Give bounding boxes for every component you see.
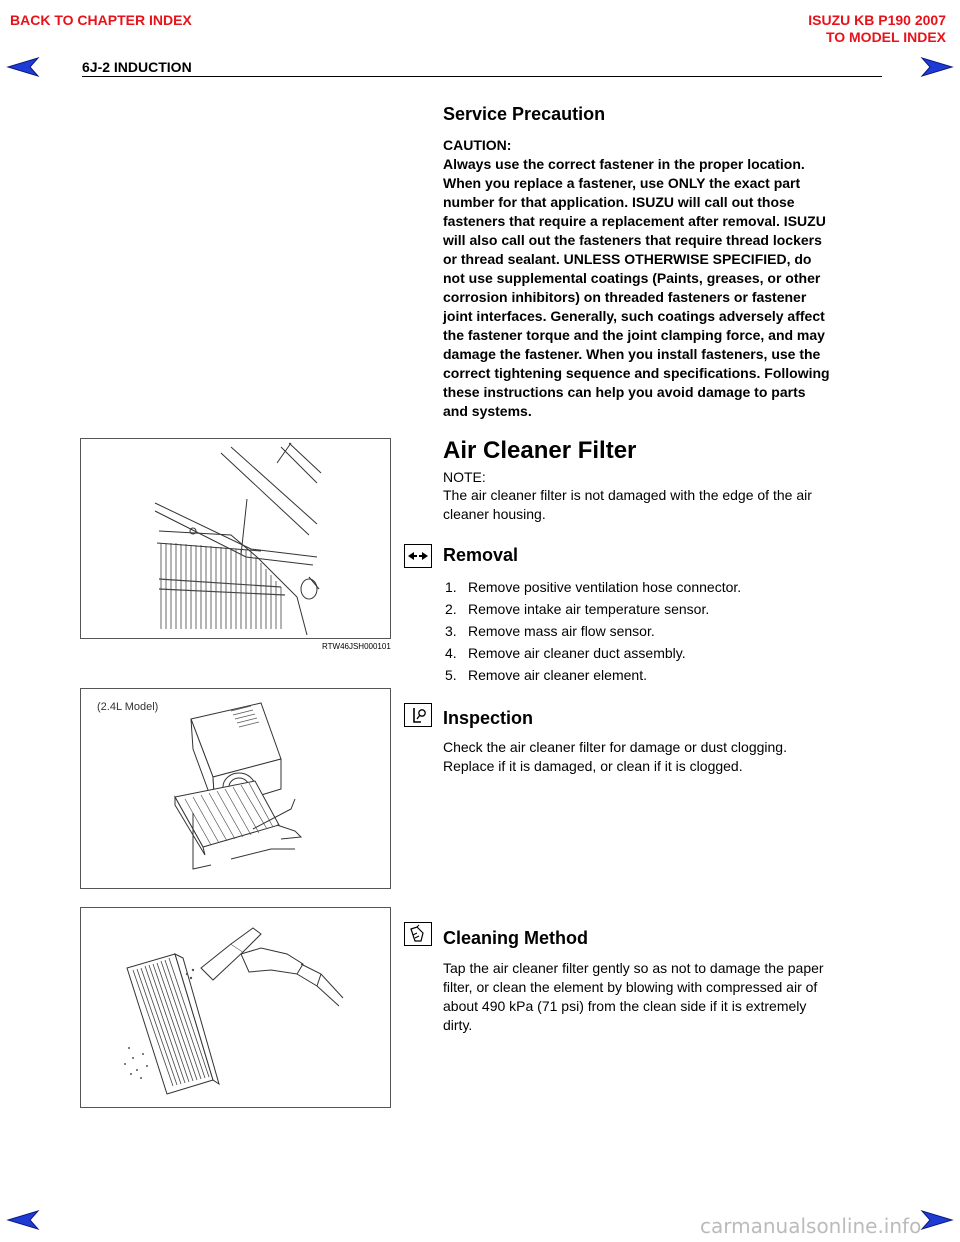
air-cleaner-removal-figure bbox=[80, 688, 391, 889]
page-label: 6J-2 INDUCTION bbox=[82, 59, 192, 75]
list-item: 3. Remove mass air flow sensor. bbox=[445, 623, 655, 639]
list-item: 2. Remove intake air temperature sensor. bbox=[445, 601, 710, 617]
removal-title: Removal bbox=[443, 545, 519, 565]
service-precaution-title: Service Precaution bbox=[443, 104, 606, 124]
caution-line: the fastener torque and the joint clamping force, and may bbox=[443, 327, 825, 343]
air-cleaner-housing-illustration bbox=[81, 439, 390, 638]
caution-line: and systems. bbox=[443, 403, 532, 419]
next-page-bottom-arrow-icon[interactable] bbox=[920, 1210, 954, 1230]
note-text bbox=[443, 486, 883, 524]
list-item: 1. Remove positive ventilation hose connector. bbox=[445, 579, 742, 595]
cleaning-brush-icon bbox=[404, 922, 432, 946]
inspection-text bbox=[443, 738, 883, 776]
caution-line: or thread sealant. UNLESS OTHERWISE SPECIFIED, do bbox=[443, 251, 812, 267]
cleaning-method-text bbox=[443, 959, 883, 1035]
figure-model-label: (2.4L Model) bbox=[97, 701, 159, 713]
cleaning-line: Tap the air cleaner filter gently so as not to damage the paper bbox=[443, 960, 824, 976]
next-page-arrow-icon[interactable] bbox=[920, 57, 954, 77]
note-line: cleaner housing. bbox=[443, 506, 546, 522]
prev-page-arrow-icon[interactable] bbox=[6, 57, 40, 77]
prev-page-bottom-arrow-icon[interactable] bbox=[6, 1210, 40, 1230]
caution-line: will also call out the fasteners that require thread lockers bbox=[443, 232, 822, 248]
caution-label: CAUTION: bbox=[443, 137, 512, 153]
figure-caption: RTW46JSH000101 bbox=[322, 642, 391, 651]
header-divider bbox=[82, 76, 882, 77]
list-item: 5. Remove air cleaner element. bbox=[445, 667, 647, 683]
watermark: carmanualsonline.info bbox=[700, 1214, 922, 1238]
to-model-index-link[interactable]: TO MODEL INDEX bbox=[825, 29, 946, 45]
caution-line: damage the fastener. When you install fasteners, use the bbox=[443, 346, 821, 362]
caution-block bbox=[443, 136, 893, 421]
caution-line: these instructions can help you avoid damage to parts bbox=[443, 384, 806, 400]
cleaning-method-figure bbox=[80, 907, 391, 1108]
model-title: ISUZU KB P190 2007 bbox=[808, 12, 946, 28]
caution-line: not use supplemental coatings (Paints, greases, or other bbox=[443, 270, 821, 286]
caution-line: number for that application. ISUZU will call out those bbox=[443, 194, 795, 210]
cleaning-line: about 490 kPa (71 psi) from the clean side if it is extremely bbox=[443, 998, 807, 1014]
remove-install-arrows-icon bbox=[404, 544, 432, 568]
cleaning-line: filter, or clean the element by blowing with compressed air of bbox=[443, 979, 818, 995]
caution-line: fasteners that require a replacement after removal. ISUZU bbox=[443, 213, 826, 229]
list-item: 4. Remove air cleaner duct assembly. bbox=[445, 645, 686, 661]
caution-line: joint interfaces. Generally, such coatings adversely affect bbox=[443, 308, 825, 324]
caution-line: corrosion inhibitors) on threaded fasteners or fastener bbox=[443, 289, 807, 305]
back-to-chapter-index-link[interactable]: BACK TO CHAPTER INDEX bbox=[10, 12, 192, 28]
cleaning-method-title: Cleaning Method bbox=[443, 928, 588, 948]
note-line: The air cleaner filter is not damaged with the edge of the air bbox=[443, 487, 812, 503]
air-blow-cleaning-illustration bbox=[81, 908, 390, 1107]
model-index-block bbox=[808, 12, 946, 45]
inspection-magnifier-icon bbox=[404, 703, 432, 727]
caution-line: correct tightening sequence and specifications. Following bbox=[443, 365, 830, 381]
caution-line: Always use the correct fastener in the proper location. bbox=[443, 156, 805, 172]
inspection-line: Replace if it is damaged, or clean if it is clogged. bbox=[443, 758, 743, 774]
inspection-title: Inspection bbox=[443, 708, 534, 728]
air-cleaner-filter-title: Air Cleaner Filter bbox=[443, 437, 637, 464]
cleaning-line: dirty. bbox=[443, 1017, 473, 1033]
note-label: NOTE: bbox=[443, 469, 486, 485]
removal-steps bbox=[445, 576, 885, 686]
air-cleaner-removal-illustration bbox=[81, 689, 390, 888]
air-cleaner-housing-figure bbox=[80, 438, 391, 639]
inspection-line: Check the air cleaner filter for damage or dust clogging. bbox=[443, 739, 787, 755]
caution-line: When you replace a fastener, use ONLY the exact part bbox=[443, 175, 801, 191]
